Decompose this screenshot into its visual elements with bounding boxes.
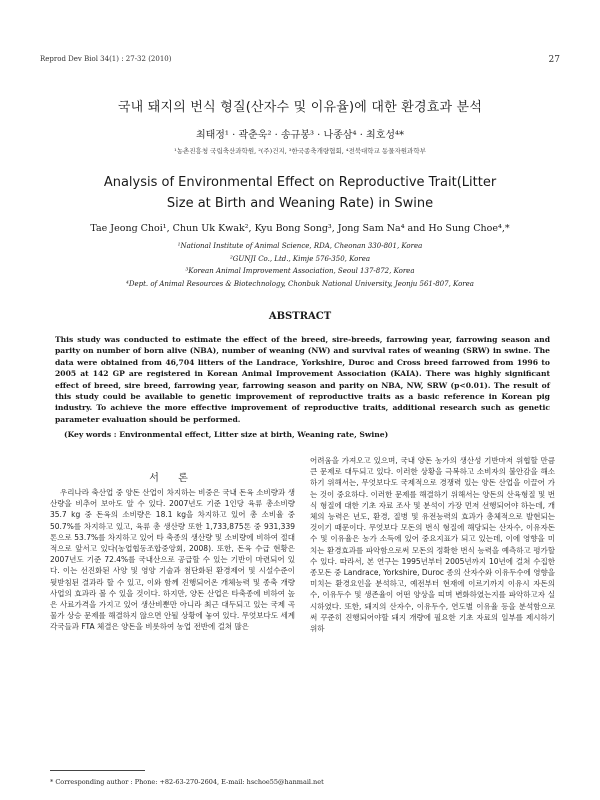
right-column <box>310 455 555 634</box>
left-paragraph: 우리나라 축산업 중 양돈 산업이 차지하는 비중은 국내 돈육 소비량과 생산량을 비추어 보아도 알 수 있다. 2007년도 기준 1인당 육류 총소비량 35.7 kg 중 돈육의 소비량은 18.1 kg을 차지하고 있어 총 소비율 중 50.7%를 차지하고 있고, 육류 총 생산량 또한 1,733,875톤 중 931,339톤으로 53.7%를 차지하고 있어 타 축종의 생산량 및 소비량에 비하여 절대적으로 앞서고 있다(농업협동조합중앙회, 2008). 또한, 돈육 수급 현황은 2007년도 기준 72.4%를 국내산으로 공급할 수 있는 기반이 마련되어 있다. 이는 선진화된 사양 및 영양 기술과 첨단화된 환경제어 및 시설수준이 뒷받침된 결과라 할 수 있고, 이와 함께 진행되어온 개체능력 및 종축 개량사업의 효과라 볼 수 있을 것이다. 하지만, 양돈 산업은 타축종에 비하여 높은 사료가격을 가지고 있어 생산비뿐만 아니라 최근 대두되고 있는 국제 곡물가 상승 문제를 해결하지 않으면 안될 상황에 놓여 있다. 무엇보다도 세계 각국들과 FTA 체결은 양돈을 비롯하여 농업 전반에 걸쳐 많은 <box>50 488 295 632</box>
section-heading-introduction: 서 론 <box>149 473 196 484</box>
title-english: Analysis of Environmental Effect on Reproductive Trait(Litter Size at Birth and Weaning Rate) in Swine <box>103 175 497 211</box>
affiliations-korean: ¹농촌진흥청 국립축산과학원, ²(주)건지, ³한국종축개량협회, ⁴전북대학교 동물자원과학부 <box>174 147 426 155</box>
running-header <box>40 55 560 63</box>
affiliation-4: ⁴Dept. of Animal Resources & Biotechnology, Chonbuk National University, Jeonju 561-807, Korea <box>126 279 474 288</box>
page-number: 27 <box>548 55 560 65</box>
corresponding-author-footnote: * Corresponding author : Phone: +82-63-270-2604, E-mail: hschoe55@hanmail.net <box>50 778 324 786</box>
right-paragraph: 어려움을 가져오고 있으며, 국내 양돈 농가의 생산성 기반마저 위협할 만큼 큰 문제로 대두되고 있다. 이러한 상황을 극복하고 소비자의 불안감을 해소하기 위해서는, 무엇보다도 국제적으로 경쟁력 있는 양돈 산업을 이끌어 가는 것이 중요하다. 이러한 문제를 해결하기 위해서는 양돈의 산육형질 및 번식 형질에 대한 기초 자료 조사 및 분석이 가장 먼저 선행되어야 하는데, 개체의 능력은 년도, 환경, 질병 및 유전능력의 효과가 총체적으로 발현되는 것이기 때문이다. 무엇보다 모돈의 번식 형질에 해당되는 산자수, 이유자돈수 및 이유율은 농가 소득에 있어 중요지표가 되고 있는데, 이에 영향을 미치는 환경효과를 파악함으로써 모돈의 정확한 번식 능력을 예측하고 평가할 수 있다. 따라서, 본 연구는 1995년부터 2005년까지 10년에 걸쳐 수집한 종모돈 중 Landrace, Yorkshire, Duroc 종의 산자수와 이유두수에 영향을 미치는 환경요인을 분석하고, 예전부터 현재에 이르기까지 이유시 자돈의 수, 이유두수 및 생존율이 어떤 양상을 띠며 변화하였는지를 파악하고자 실시하였다. 또한, 돼지의 산자수, 이유두수, 연도별 이유율 등을 분석함으로써 꾸준히 진행되어야할 돼지 개량에 필요한 기초 자료의 일부를 제시하기 위하 <box>310 456 555 634</box>
journal-citation: Reprod Dev Biol 34(1) : 27-32 (2010) <box>40 55 172 63</box>
affiliations-english <box>0 240 600 290</box>
title-korean: 국내 돼지의 번식 형질(산자수 및 이유율)에 대한 환경효과 분석 <box>117 100 483 115</box>
authors-english: Tae Jeong Choi¹, Chun Uk Kwak², Kyu Bong Song³, Jong Sam Na⁴ and Ho Sung Choe⁴,* <box>90 223 510 234</box>
authors-korean: 최태정¹ · 곽춘욱² · 송규봉³ · 나종삼⁴ · 최호성⁴* <box>195 130 405 141</box>
affiliation-1: ¹National Institute of Animal Science, RDA, Cheonan 330-801, Korea <box>177 242 423 250</box>
abstract-keywords: (Key words : Environmental effect, Litter size at birth, Weaning rate, Swine) <box>64 430 389 439</box>
left-column <box>50 487 295 633</box>
footnote-divider <box>50 770 145 771</box>
affiliation-3: ³Korean Animal Improvement Association, Seoul 137-872, Korea <box>185 267 415 275</box>
abstract-heading: ABSTRACT <box>268 311 332 322</box>
abstract-body: This study was conducted to estimate the effect of the breed, sire-breeds, farrowing year, farrowing season and parity on number of born alive (NBA), number of weaning (NW) and survival rates of weaning (SRW) in swine. The data were obtained from 46,704 litters of the Landrace, Yorkshire, Duroc and Cross breed farrowed from 1996 to 2005 at 142 GP are registered in Korean Animal Improvement Association (KAIA). There was highly significant effect of breed, sire breed, farrowing year, farrowing season and parity on NBA, NW, SRW (p<0.01). The result of this study could be available to genetic improvement of reproductive traits as a basic reference in Korean pig industry. To achieve the more effective improvement of reproductive traits, additional research such as genetic parameter evaluation should be performed. <box>55 335 550 424</box>
affiliation-2: ²GUNJI Co., Ltd., Kimje 576-350, Korea <box>229 254 371 263</box>
